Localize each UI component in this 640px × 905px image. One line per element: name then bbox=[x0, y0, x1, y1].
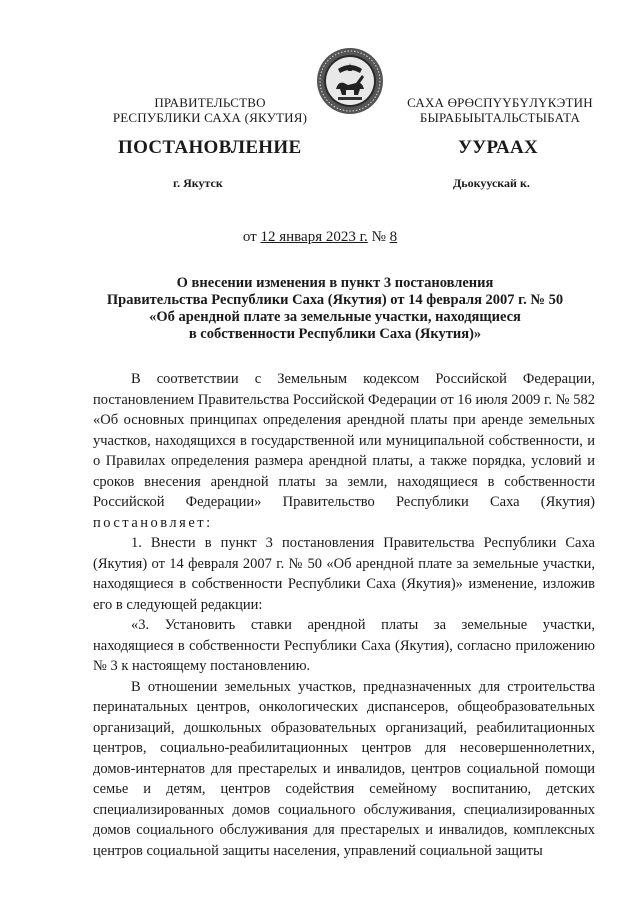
title-line-4: в собственности Республики Саха (Якутия)» bbox=[188, 326, 482, 342]
title-line-2: Правительства Республики Саха (Якутия) от 14 февраля 2007 г. № 50 bbox=[106, 292, 564, 308]
date-number-line bbox=[0, 229, 640, 246]
title-line-1: О внесении изменения в пункт 3 постановления bbox=[176, 275, 494, 291]
title-line-3: «Об арендной плате за земельные участки, находящиеся bbox=[149, 309, 521, 325]
gov-sah-line2: БЫРАБЫЫТАЛЬСТЫБАТА bbox=[419, 110, 581, 125]
city-russian: г. Якутск bbox=[173, 176, 223, 190]
resolves-spaced: постановляет: bbox=[93, 514, 213, 531]
paragraph-item-1: 1. Внести в пункт 3 постановления Правительства Республики Саха (Якутия) от 14 февраля 2007 г. № 50 «Об арендной плате за земельные участки, находящиеся в собственности Республики Саха (Якутия)» изменение, изложив его в следующей редакции: bbox=[93, 535, 595, 613]
gov-sah-line1: САХА ӨРӨСПҮҮБҮЛҮКЭТИН bbox=[407, 95, 593, 110]
decree-label-sakha: УУРААХ bbox=[458, 137, 539, 158]
number-prefix: № bbox=[367, 229, 390, 245]
paragraph-preamble bbox=[93, 369, 595, 533]
paragraph-item-3-quote: «3. Установить ставки арендной платы за земельные участки, находящиеся в собственности Республики Саха (Якутия), согласно приложению № 3 к настоящему постановлению. bbox=[93, 617, 595, 674]
decree-date: 12 января 2023 г. bbox=[260, 229, 368, 245]
government-name-russian bbox=[100, 95, 320, 125]
coat-of-arms-icon bbox=[316, 47, 384, 115]
preamble-text: В соответствии с Земельным кодексом Российской Федерации, постановлением Правительства Российской Федерации от 16 июля 2009 г. № 582 «Об основных принципах определения арендной платы при аренде земельных участков, находящихся в государственной или муниципальной собственности, и о Правилах определения размера арендной платы, а также порядка, условий и сроков внесения арендной платы за земли, находящиеся в собственности Российской Федерации» Правительство Республики Саха (Якутия) bbox=[93, 371, 595, 510]
government-name-sakha bbox=[390, 95, 610, 125]
decree-label-russian: ПОСТАНОВЛЕНИЕ bbox=[118, 137, 302, 158]
gov-ru-line2: РЕСПУБЛИКИ САХА (ЯКУТИЯ) bbox=[112, 110, 308, 125]
gov-ru-line1: ПРАВИТЕЛЬСТВО bbox=[154, 95, 266, 110]
date-prefix: от bbox=[242, 229, 261, 245]
decree-number: 8 bbox=[389, 229, 398, 245]
document-title bbox=[80, 275, 590, 343]
city-sakha: Дьокуускай к. bbox=[453, 176, 530, 190]
paragraph-land-plots: В отношении земельных участков, предназначенных для строительства перинатальных центров, онкологических диспансеров, общеобразовательных организаций, дошкольных образовательных организаций, реабилитационных центров, социально-реабилитационных центров для несовершеннолетних, домов-интернатов для престарелых и инвалидов, центров социальной помощи семье и детям, центров содействия семейному воспитанию, детских специализированных домов социального обслуживания, специализированных домов социального обслуживания для престарелых и инвалидов, комплексных центров социальной защиты населения, управлений социальной защиты bbox=[93, 678, 595, 859]
document-body bbox=[93, 369, 595, 861]
